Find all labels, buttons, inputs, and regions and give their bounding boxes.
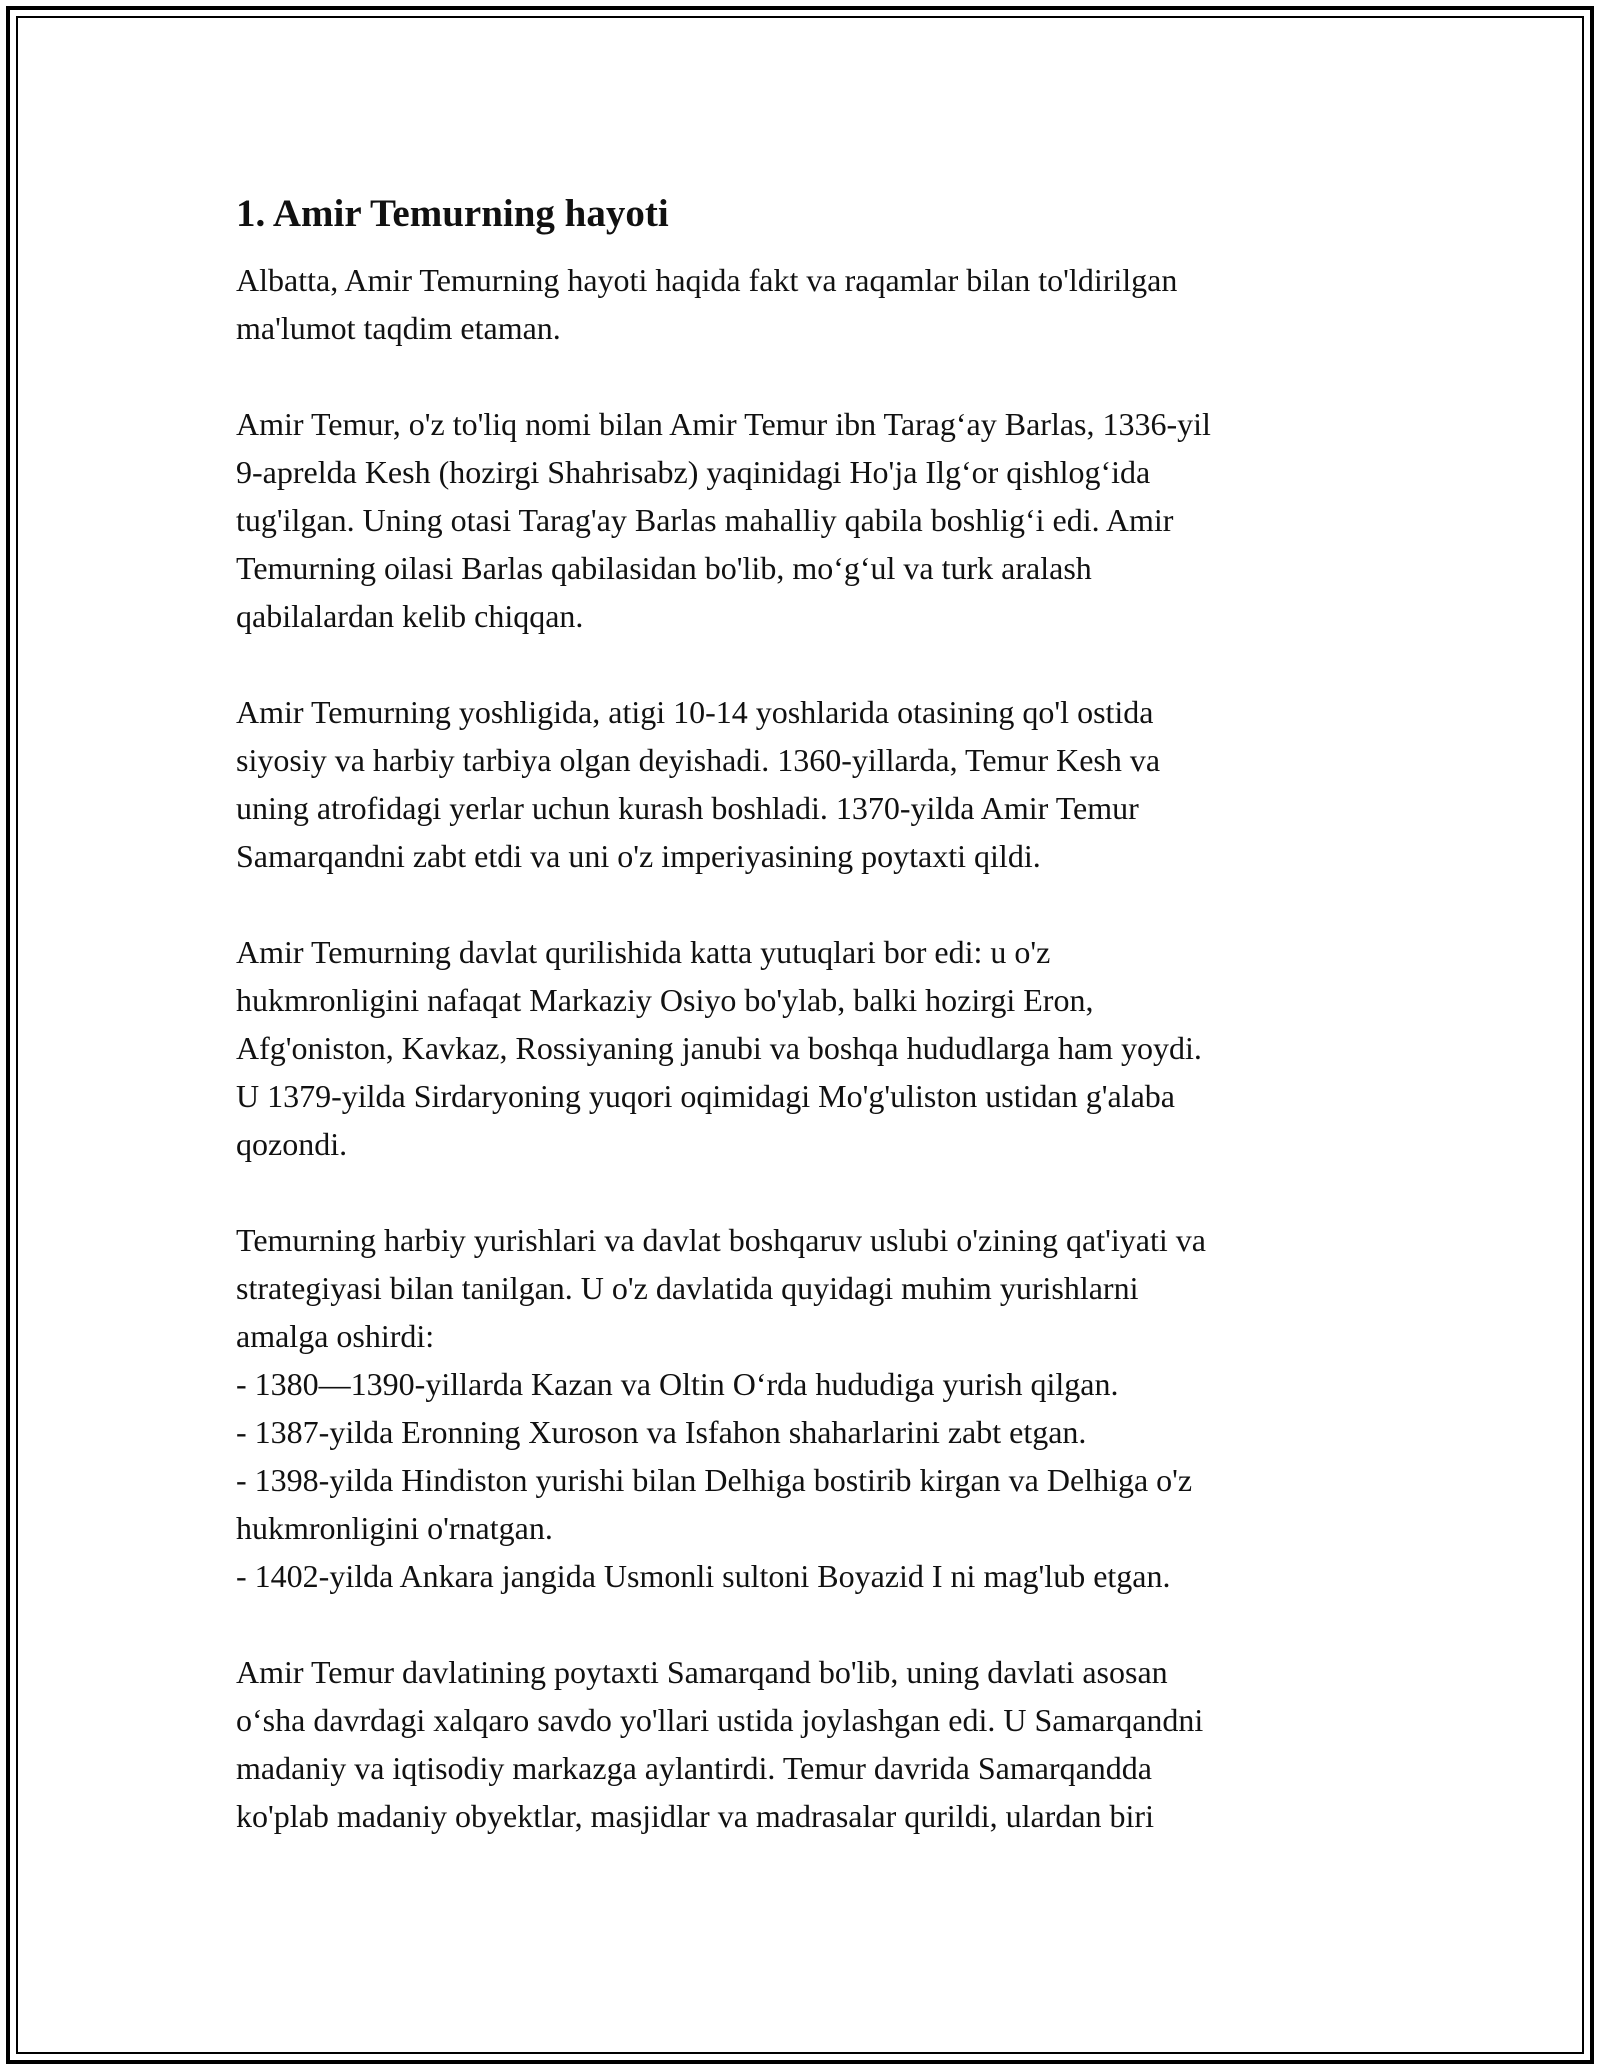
- paragraph-capital: Amir Temur davlatining poytaxti Samarqand bo'lib, uning davlati asosan o‘sha davrdagi xalqaro savdo yo'llari ustida joylashgan edi. U Samarqandni madaniy va iqtisodiy markazga aylantirdi. Temur davrida Samarqandda ko'plab madaniy obyektlar, masjidlar va madrasalar qurildi, ulardan biri: [236, 1654, 1204, 1834]
- page-title: 1. Amir Temurning hayoti: [236, 192, 669, 235]
- paragraph-state-building: Amir Temurning davlat qurilishida katta yutuqlari bor edi: u o'z hukmronligini nafaqat Markaziy Osiyo bo'ylab, balki hozirgi Eron, Afg'oniston, Kavkaz, Rossiyaning janubi va boshqa hududlarga ham yoydi. U 1379-yilda Sirdaryoning yuqori oqimidagi Mo'g'uliston ustidan g'alaba qozondi.: [236, 934, 1202, 1162]
- paragraph-campaigns: Temurning harbiy yurishlari va davlat boshqaruv uslubi o'zining qat'iyati va strategiyasi bilan tanilgan. U o'z davlatida quyidagi muhim yurishlarni amalga oshirdi: - 1380—1390-yillarda Kazan va Oltin O‘rda hududiga yurish qilgan. - 1387-yilda Eronning Xuroson va Isfahon shaharlarini zabt etgan. - 1398-yilda Hindiston yurishi bilan Delhiga bostirib kirgan va Delhiga o'z hukmronligini o'rnatgan. - 1402-yilda Ankara jangida Usmonli sultoni Boyazid I ni mag'lub etgan.: [236, 1222, 1206, 1594]
- paragraph-birth: Amir Temur, o'z to'liq nomi bilan Amir Temur ibn Tarag‘ay Barlas, 1336-yil 9-aprelda Kesh (hozirgi Shahrisabz) yaqinidagi Ho'ja Ilg‘or qishlog‘ida tug'ilgan. Uning otasi Tarag'ay Barlas mahalliy qabila boshlig‘i edi. Amir Temurning oilasi Barlas qabilasidan bo'lib, mo‘g‘ul va turk aralash qabilalardan kelib chiqqan.: [236, 406, 1211, 634]
- paragraph-youth: Amir Temurning yoshligida, atigi 10-14 yoshlarida otasining qo'l ostida siyosiy va harbiy tarbiya olgan deyishadi. 1360-yillarda, Temur Kesh va uning atrofidagi yerlar uchun kurash boshladi. 1370-yilda Amir Temur Samarqandni zabt etdi va uni o'z imperiyasining poytaxti qildi.: [236, 694, 1161, 874]
- paragraph-intro: Albatta, Amir Temurning hayoti haqida fakt va raqamlar bilan to'ldirilgan ma'lumot taqdim etaman.: [236, 262, 1178, 346]
- document-body: [236, 190, 1386, 1840]
